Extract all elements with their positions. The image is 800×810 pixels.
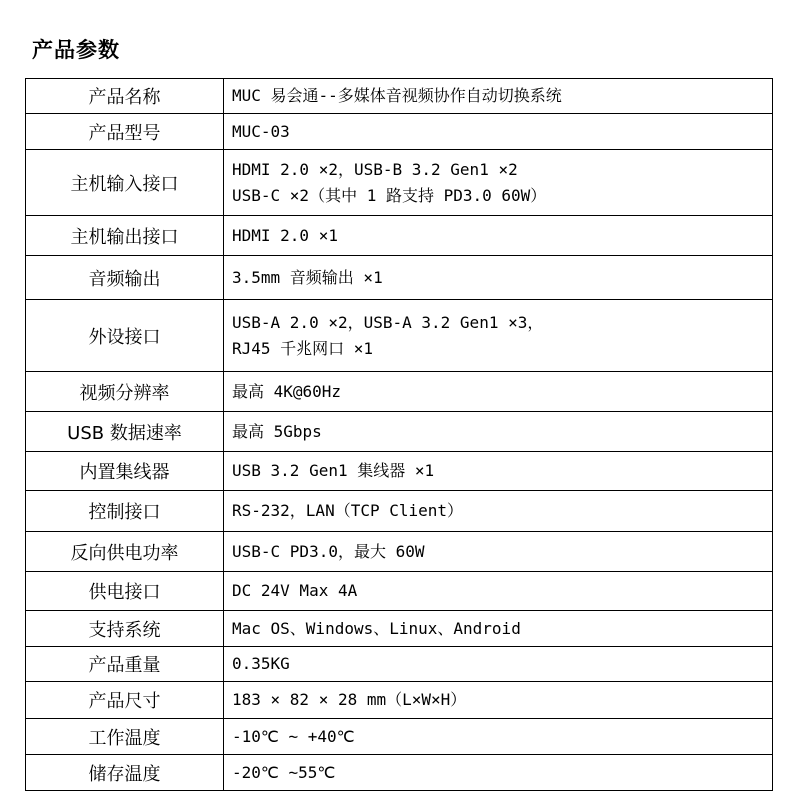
row-value bbox=[224, 300, 773, 372]
row-value bbox=[224, 150, 773, 216]
row-key: 主机输出接口 bbox=[26, 216, 224, 256]
row-value bbox=[224, 532, 773, 572]
table-row bbox=[26, 755, 773, 791]
row-key: USB 数据速率 bbox=[26, 412, 224, 452]
value-line: 最高 4K@60Hz bbox=[232, 381, 342, 401]
row-key: 产品名称 bbox=[26, 79, 224, 114]
row-key: 产品型号 bbox=[26, 114, 224, 150]
value-line: -20℃ ~55℃ bbox=[232, 762, 336, 782]
row-key: 反向供电功率 bbox=[26, 532, 224, 572]
value-line: 183 × 82 × 28 mm（L×W×H） bbox=[232, 690, 467, 709]
row-value bbox=[224, 647, 773, 682]
table-row bbox=[26, 572, 773, 611]
table-row bbox=[26, 412, 773, 452]
table-row bbox=[26, 300, 773, 372]
table-row bbox=[26, 532, 773, 572]
table-row bbox=[26, 491, 773, 532]
row-value bbox=[224, 682, 773, 719]
row-key: 供电接口 bbox=[26, 572, 224, 611]
table-row bbox=[26, 719, 773, 755]
spec-table bbox=[25, 78, 773, 791]
row-value bbox=[224, 452, 773, 491]
row-key: 视频分辨率 bbox=[26, 372, 224, 412]
row-value bbox=[224, 611, 773, 647]
row-key: 产品重量 bbox=[26, 647, 224, 682]
row-value bbox=[224, 372, 773, 412]
value-line: 3.5mm 音频输出 ×1 bbox=[232, 267, 383, 287]
row-key: 内置集线器 bbox=[26, 452, 224, 491]
value-line: USB-C ×2（其中 1 路支持 PD3.0 60W） bbox=[232, 185, 547, 205]
value-line: USB 3.2 Gen1 集线器 ×1 bbox=[232, 461, 435, 480]
row-value bbox=[224, 755, 773, 791]
value-line: -10℃ ~ +40℃ bbox=[232, 726, 355, 746]
row-value bbox=[224, 412, 773, 452]
row-value bbox=[224, 79, 773, 114]
value-line: 最高 5Gbps bbox=[232, 421, 322, 441]
value-line: RJ45 千兆网口 ×1 bbox=[232, 338, 374, 358]
value-line: RS-232，LAN（TCP Client） bbox=[232, 501, 464, 520]
table-row bbox=[26, 256, 773, 300]
row-value bbox=[224, 491, 773, 532]
value-line: MUC-03 bbox=[232, 121, 290, 141]
value-line: USB-A 2.0 ×2，USB-A 3.2 Gen1 ×3， bbox=[232, 312, 544, 332]
page-title: 产品参数 bbox=[32, 38, 120, 62]
row-key: 支持系统 bbox=[26, 611, 224, 647]
table-row bbox=[26, 114, 773, 150]
value-line: USB-C PD3.0，最大 60W bbox=[232, 541, 425, 561]
row-key: 控制接口 bbox=[26, 491, 224, 532]
table-row bbox=[26, 216, 773, 256]
value-line: DC 24V Max 4A bbox=[232, 581, 358, 600]
row-key: 产品尺寸 bbox=[26, 682, 224, 719]
table-row bbox=[26, 647, 773, 682]
value-line: HDMI 2.0 ×1 bbox=[232, 225, 338, 245]
value-line: Mac OS、Windows、Linux、Android bbox=[232, 618, 521, 638]
row-key: 储存温度 bbox=[26, 755, 224, 791]
value-line: MUC 易会通--多媒体音视频协作自动切换系统 bbox=[232, 86, 562, 105]
table-row bbox=[26, 372, 773, 412]
row-key: 外设接口 bbox=[26, 300, 224, 372]
table-row bbox=[26, 452, 773, 491]
table-row bbox=[26, 150, 773, 216]
row-key: 音频输出 bbox=[26, 256, 224, 300]
value-line: HDMI 2.0 ×2，USB-B 3.2 Gen1 ×2 bbox=[232, 159, 518, 179]
row-value bbox=[224, 256, 773, 300]
value-line: 0.35KG bbox=[232, 654, 290, 673]
table-row bbox=[26, 79, 773, 114]
table-row bbox=[26, 682, 773, 719]
row-value bbox=[224, 216, 773, 256]
row-value bbox=[224, 719, 773, 755]
row-value bbox=[224, 114, 773, 150]
row-key: 工作温度 bbox=[26, 719, 224, 755]
row-value bbox=[224, 572, 773, 611]
row-key: 主机输入接口 bbox=[26, 150, 224, 216]
table-row bbox=[26, 611, 773, 647]
